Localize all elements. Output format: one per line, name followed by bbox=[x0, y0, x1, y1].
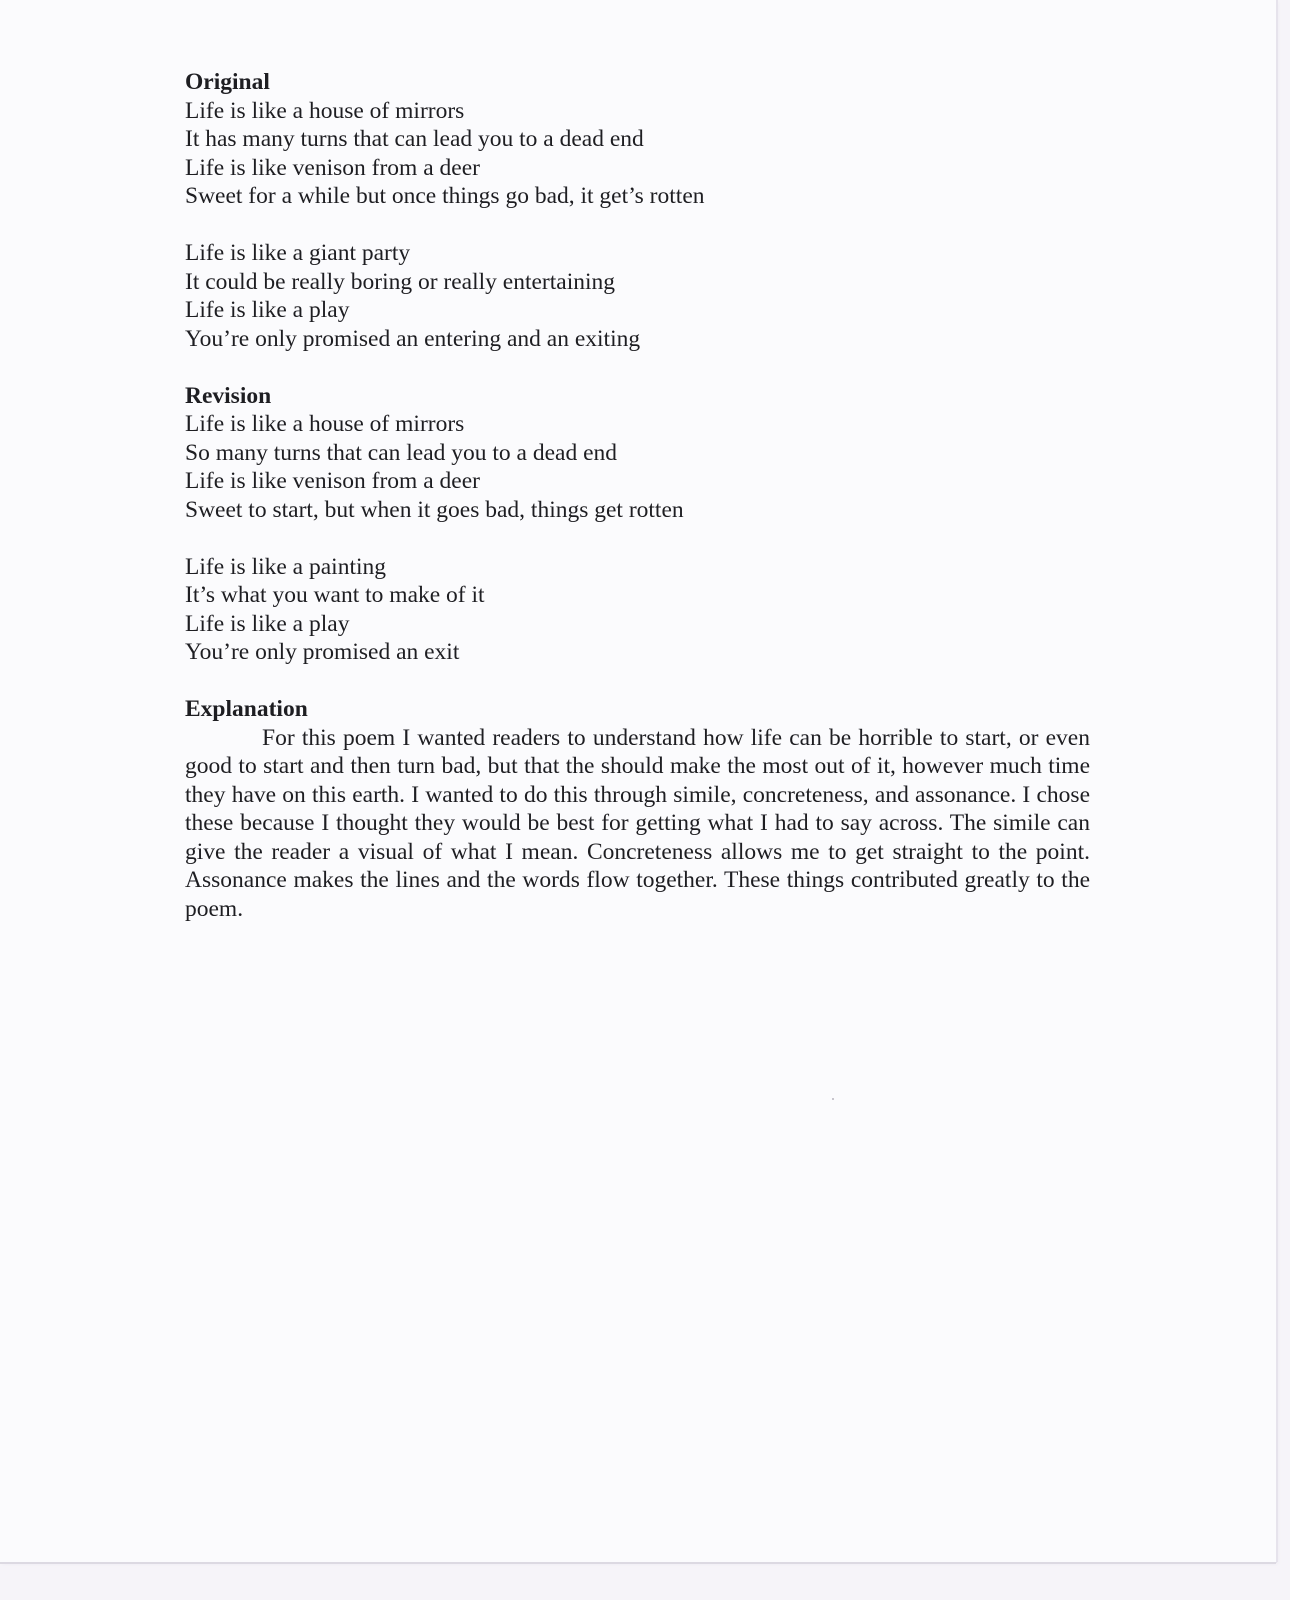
explanation-paragraph: For this poem I wanted readers to understand how life can be horrible to start, or even good to start and then turn bad, but that the should make the most out of it, however much time they have on this earth. I wanted to do this through simile, concreteness, and assonance. I chose these because I thought they would be best for getting what I had to say across. The simile can give the reader a visual of what I mean. Concreteness allows me to get straight to the point. Assonance makes the lines and the words flow together. These things contributed greatly to the poem. bbox=[185, 724, 1090, 922]
poem-line: Life is like a painting bbox=[185, 553, 387, 580]
poem-line: Sweet for a while but once things go bad, it get’s rotten bbox=[185, 183, 705, 209]
poem-line: Life is like venison from a deer bbox=[185, 468, 480, 494]
poem-line: It’s what you want to make of it bbox=[185, 582, 485, 608]
poem-line: So many turns that can lead you to a dead end bbox=[185, 439, 618, 466]
stanza bbox=[185, 410, 1105, 524]
section-heading: Explanation bbox=[185, 696, 308, 722]
poem-line: Life is like a house of mirrors bbox=[185, 411, 465, 437]
stanza bbox=[185, 239, 1105, 353]
poem-line: You’re only promised an entering and an exiting bbox=[185, 325, 641, 352]
stanza bbox=[185, 97, 1105, 211]
scan-speck bbox=[832, 1098, 834, 1100]
document-body bbox=[185, 68, 1105, 923]
poem-line: Life is like venison from a deer bbox=[185, 154, 480, 181]
poem-line: Life is like a play bbox=[185, 297, 350, 323]
section-heading: Original bbox=[185, 69, 270, 95]
poem-line: Life is like a house of mirrors bbox=[185, 97, 465, 124]
poem-line: You’re only promised an exit bbox=[185, 639, 460, 665]
section-heading: Revision bbox=[185, 382, 272, 409]
poem-line: Life is like a play bbox=[185, 610, 350, 637]
poem-line: It could be really boring or really entertaining bbox=[185, 268, 616, 295]
poem-line: Life is like a giant party bbox=[185, 240, 411, 266]
stanza bbox=[185, 553, 1105, 667]
page-edge-bottom bbox=[0, 1562, 1276, 1564]
poem-line: It has many turns that can lead you to a dead end bbox=[185, 126, 644, 152]
section-original bbox=[185, 68, 1105, 353]
section-revision bbox=[185, 382, 1105, 667]
poem-line: Sweet to start, but when it goes bad, things get rotten bbox=[185, 496, 684, 523]
page-edge-right bbox=[1276, 0, 1278, 1562]
section-explanation bbox=[185, 695, 1105, 923]
